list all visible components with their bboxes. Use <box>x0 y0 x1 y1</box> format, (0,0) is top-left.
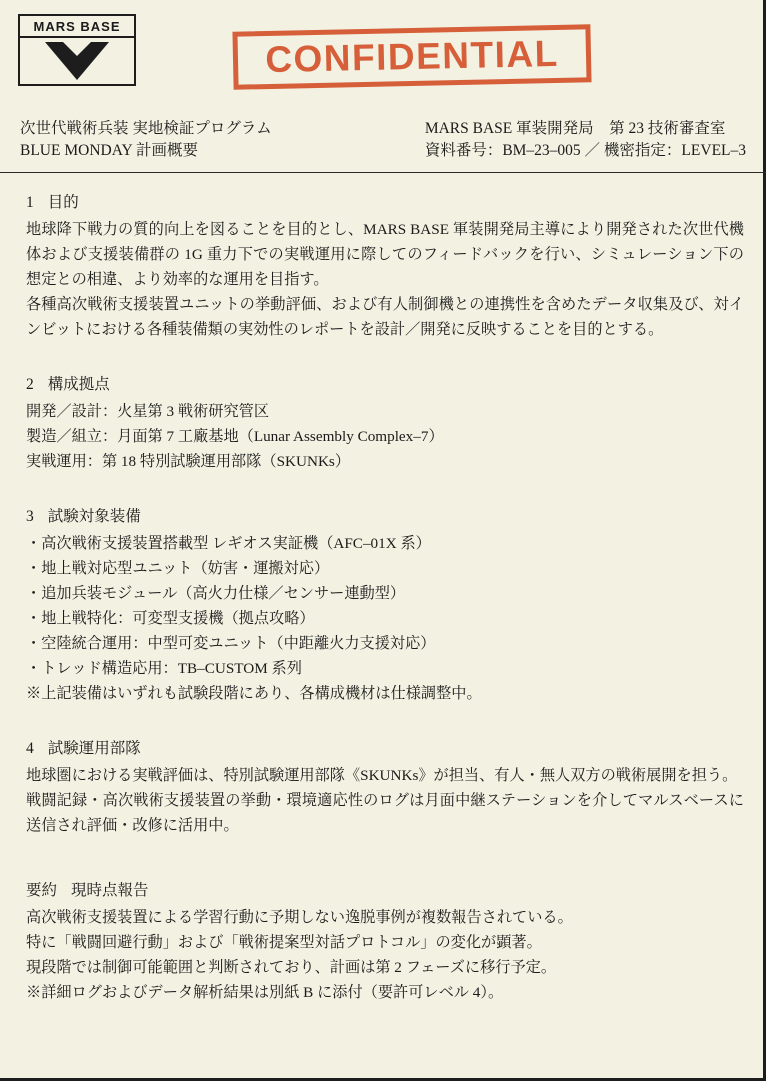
document-title <box>20 118 272 162</box>
mars-base-logo <box>18 14 136 92</box>
summary-line-1: 高次戦術支援装置による学習行動に予期しない逸脱事例が複数報告されている。 <box>26 909 573 926</box>
summary-heading <box>26 878 744 903</box>
section-2-number: 2 <box>26 376 34 393</box>
document-meta <box>425 118 746 162</box>
list-item: ・高次戦術支援装置搭載型 レギオス実証機（AFC–01X 系） <box>26 535 431 552</box>
mars-base-chevron-icon <box>20 38 134 84</box>
summary-line-3: 現段階では制御可能範囲と判断されており、計画は第 2 フェーズに移行予定。 <box>26 959 557 976</box>
confidential-stamp-label: CONFIDENTIAL <box>264 32 560 81</box>
summary-line-4: ※詳細ログおよびデータ解析結果は別紙 B に添付（要許可レベル 4）。 <box>26 984 504 1001</box>
section-4-heading <box>26 736 744 761</box>
list-item: ・追加兵装モジュール（高火力仕様／センサー連動型） <box>26 585 406 602</box>
logo-box <box>18 14 136 86</box>
section-2-line-2: 製造／組立：月面第 7 工廠基地（Lunar Assembly Complex–7） <box>26 428 444 445</box>
list-item: ・地上戦対応型ユニット（妨害・運搬対応） <box>26 560 330 577</box>
document-title-line-2: BLUE MONDAY 計画概要 <box>20 142 198 159</box>
logo-label: MARS BASE <box>20 16 134 38</box>
section-4-number: 4 <box>26 740 34 757</box>
document-meta-classification: 資料番号：BM–23–005 ／ 機密指定：LEVEL–3 <box>424 142 746 159</box>
section-3-number: 3 <box>26 508 34 525</box>
section-1-title: 目的 <box>47 194 79 211</box>
summary-title: 現時点報告 <box>71 882 149 899</box>
summary-lines <box>26 905 744 1005</box>
document-meta-office: MARS BASE 軍装開発局 第 23 技術審査室 <box>424 120 726 137</box>
section-4-paragraph-2: 戦闘記録・高次戦術支援装置の挙動・環境適応性のログは月面中継ステーションを介してマルスベースに送信され評価・改修に活用中。 <box>26 792 744 834</box>
document-title-line-1: 次世代戦術兵装 実地検証プログラム <box>20 120 272 137</box>
confidential-stamp <box>232 24 591 89</box>
section-2-line-3: 実戦運用：第 18 特別試験運用部隊（SKUNKs） <box>26 453 351 470</box>
section-2-title: 構成拠点 <box>47 376 110 393</box>
section-3-equipment-list <box>26 531 744 681</box>
summary-label: 要約 <box>26 882 58 899</box>
section-4-paragraph-1: 地球圏における実戦評価は、特別試験運用部隊《SKUNKs》が担当、有人・無人双方の戦術展開を担う。 <box>26 767 738 784</box>
section-3-heading <box>26 504 744 529</box>
section-1-heading <box>26 190 744 215</box>
summary-line-2: 特に「戦闘回避行動」および「戦術提案型対話プロトコル」の変化が顕著。 <box>26 934 542 951</box>
section-2-heading <box>26 372 744 397</box>
document-body <box>0 172 766 1005</box>
document-title-band <box>0 110 766 173</box>
list-item: ・空陸統合運用：中型可変ユニット（中距離火力支援対応） <box>26 635 436 652</box>
section-3-note: ※上記装備はいずれも試験段階にあり、各構成機材は仕様調整中。 <box>26 685 482 702</box>
section-2-lines <box>26 399 744 474</box>
section-4-title: 試験運用部隊 <box>47 740 141 757</box>
section-2-line-1: 開発／設計：火星第 3 戦術研究管区 <box>26 403 269 420</box>
section-1-paragraph-2: 各種高次戦術支援装置ユニットの挙動評価、および有人制御機との連携性を含めたデータ収集及び、対インビットにおける各種装備類の実効性のレポートを設計／開発に反映することを目的とする。 <box>26 296 744 338</box>
list-item: ・トレッド構造応用：TB–CUSTOM 系列 <box>26 660 302 677</box>
section-1-paragraph-1: 地球降下戦力の質的向上を図ることを目的とし、MARS BASE 軍装開発局主導により開発された次世代機体および支援装備群の 1G 重力下での実戦運用に際してのフィードバックを行い、シミュレーション下の想定との相違、より効率的な運用を目指す。 <box>26 221 744 288</box>
list-item: ・地上戦特化：可変型支援機（拠点攻略） <box>26 610 315 627</box>
section-3-title: 試験対象装備 <box>47 508 141 525</box>
section-1-number: 1 <box>26 194 34 211</box>
